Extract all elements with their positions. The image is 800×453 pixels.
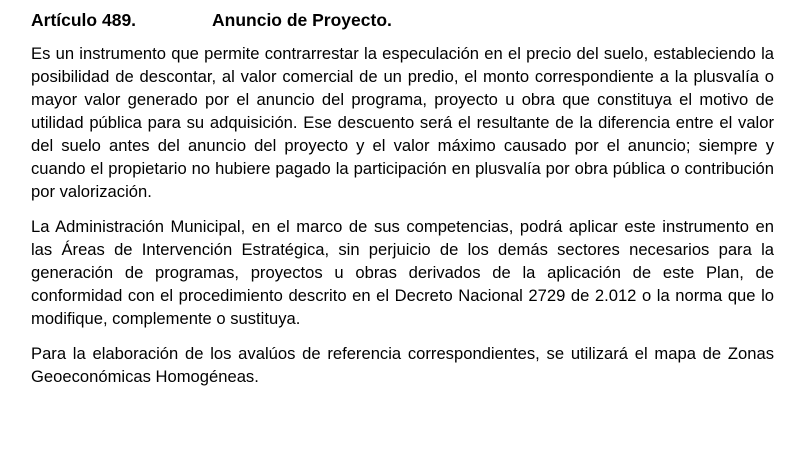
paragraph-3: Para la elaboración de los avalúos de referencia correspondientes, se utilizará el mapa de Zonas Geoeconómicas Homogéneas. xyxy=(31,344,774,386)
article-title: Anuncio de Proyecto. xyxy=(212,10,392,30)
article-number: Artículo 489. xyxy=(31,10,137,30)
paragraph-1: Es un instrumento que permite contrarrestar la especulación en el precio del suelo, estableciendo la posibilidad de descontar, al valor comercial de un predio, el monto correspondiente a la plusvalía o mayor valor generado por el anuncio del programa, proyecto u obra que constituya el motivo de utilidad pública para su adquisición. Ese descuento será el resultante de la diferencia entre el valor del suelo antes del anuncio del proyecto y el valor máximo causado por el anuncio; siempre y cuando el propietario no hubiere pagado la participación en plusvalía por obra pública o contribución por valorización. xyxy=(31,44,774,201)
article-heading xyxy=(31,8,774,32)
paragraph-2: La Administración Municipal, en el marco de sus competencias, podrá aplicar este instrumento en las Áreas de Intervención Estratégica, sin perjuicio de los demás sectores necesarios para la generación de programas, proyectos u obras derivados de la aplicación de este Plan, de conformidad con el procedimiento descrito en el Decreto Nacional 2729 de 2.012 o la norma que lo modifique, complemente o sustituya. xyxy=(31,217,774,328)
